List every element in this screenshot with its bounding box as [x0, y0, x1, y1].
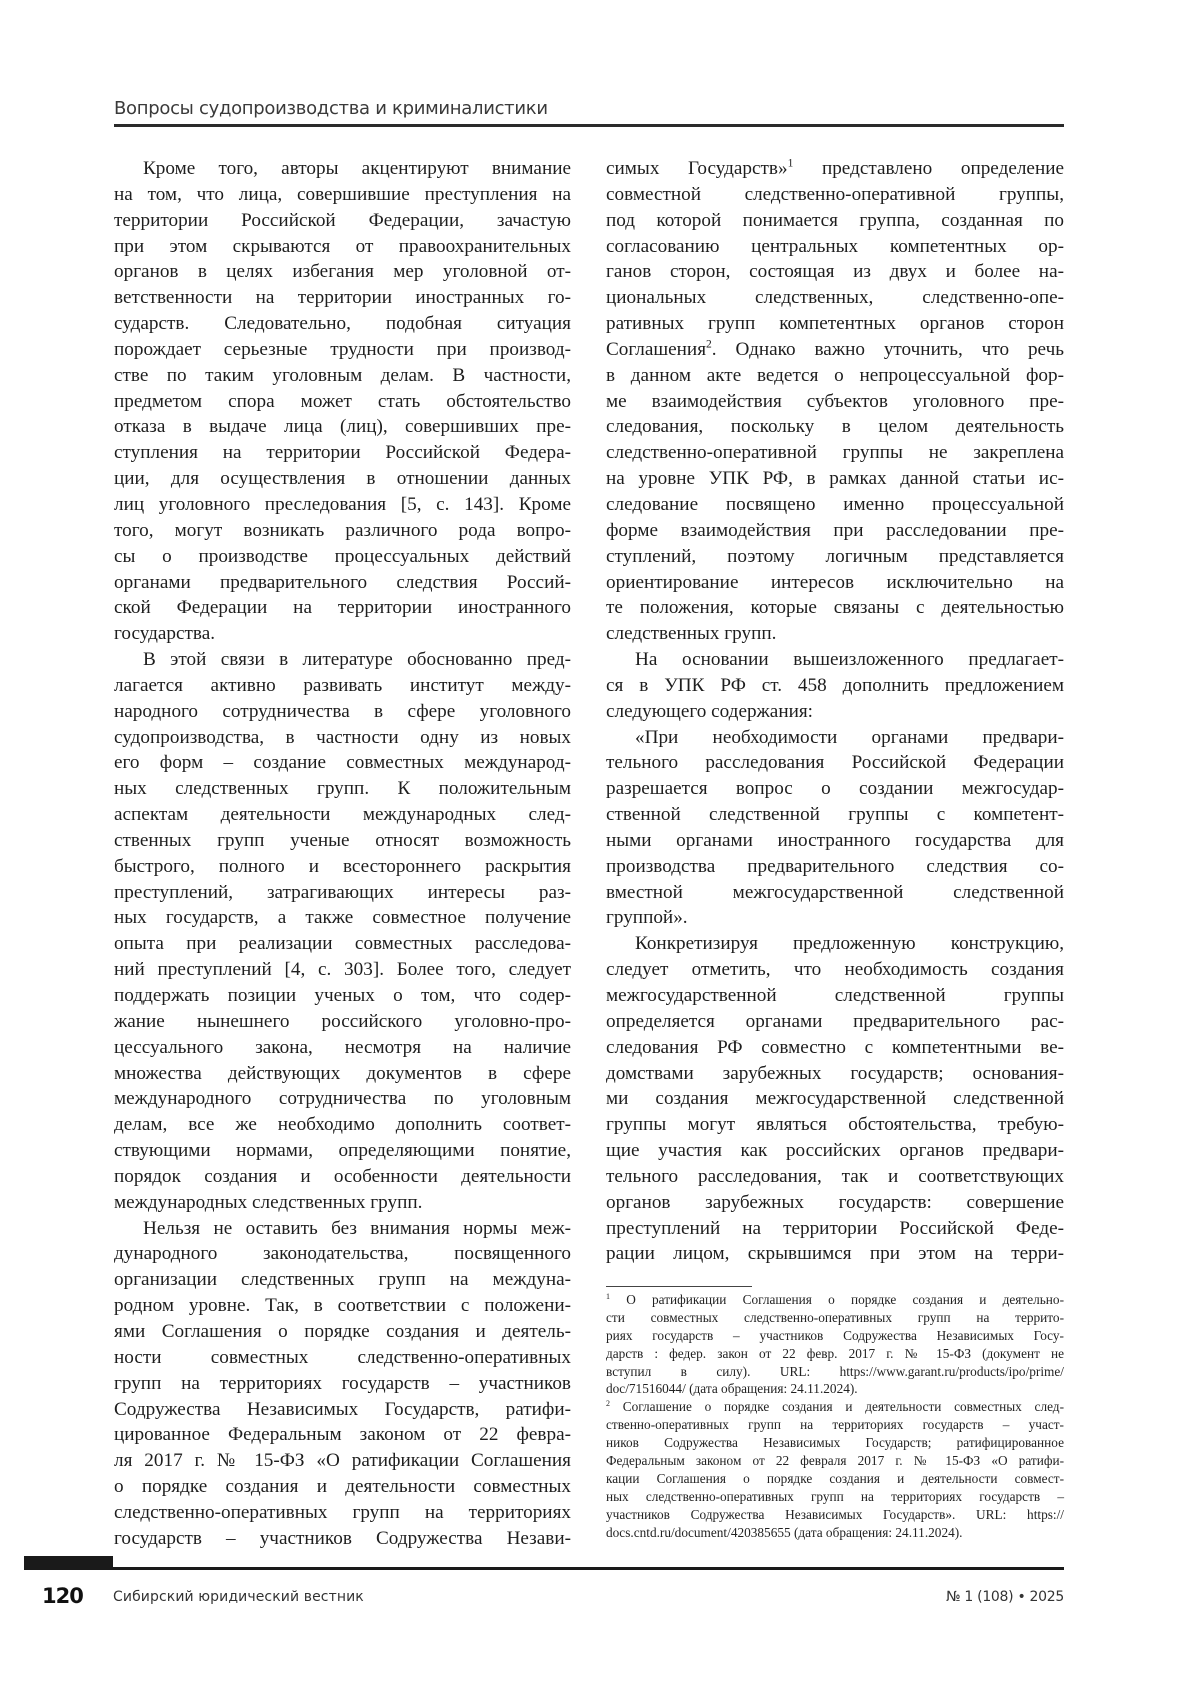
- text-line: [114, 311, 571, 337]
- line-text: Содружества Независимых Государств, ратифи-: [114, 1399, 571, 1420]
- line-text: следственных групп.: [606, 623, 776, 644]
- text-line: [606, 983, 1064, 1009]
- text-line: [606, 1470, 1064, 1488]
- text-line: [606, 440, 1064, 466]
- line-text: ных следственных групп. К положительным: [114, 778, 571, 799]
- line-text: следования РФ совместно с компетентными ве-: [606, 1037, 1064, 1058]
- text-line: [606, 595, 1064, 621]
- line-text: Кроме того, авторы акцентируют внимание: [143, 158, 571, 179]
- text-line: [114, 1190, 571, 1216]
- text-line: [606, 1291, 1064, 1309]
- text-line: [114, 1371, 571, 1397]
- text-line: [114, 931, 571, 957]
- line-text: ственных групп ученые относят возможность: [114, 830, 571, 851]
- line-text: отказа в выдаче лица (лиц), совершивших пре-: [114, 416, 571, 437]
- text-line: [606, 905, 1064, 931]
- line-text: рации лицом, скрывшимся при этом на терри-: [606, 1243, 1064, 1264]
- text-line: [114, 1112, 571, 1138]
- text-line: [606, 311, 1064, 337]
- text-line: [606, 182, 1064, 208]
- text-line: [114, 595, 571, 621]
- text-line: [114, 905, 571, 931]
- text-line: [114, 647, 571, 673]
- text-line: [114, 1216, 571, 1242]
- line-text: ской Федерации на территории иностранного: [114, 597, 571, 618]
- text-line: [606, 466, 1064, 492]
- text-line: [114, 389, 571, 415]
- line-text: Федеральным законом от 22 февраля 2017 г. № 15-ФЗ «О ратифи-: [606, 1453, 1064, 1468]
- line-text: Конкретизируя предложенную конструкцию,: [635, 933, 1064, 954]
- line-text: порядок создания и особенности деятельности: [114, 1166, 571, 1187]
- text-line: [606, 828, 1064, 854]
- line-text: ний преступлений [4, с. 303]. Более того, следует: [114, 959, 571, 980]
- line-text: те положения, которые связаны с деятельностью: [606, 597, 1064, 618]
- line-text: ями Соглашения о порядке создания и деятель-: [114, 1321, 571, 1342]
- text-line: [606, 414, 1064, 440]
- line-text: делам, все же необходимо дополнить соответ-: [114, 1114, 571, 1135]
- text-line: [114, 1448, 571, 1474]
- line-text: международного сотрудничества по уголовным: [114, 1088, 571, 1109]
- text-line: [114, 1293, 571, 1319]
- line-text: на уровне УПК РФ, в рамках данной статьи ис-: [606, 468, 1064, 489]
- text-line: [606, 1488, 1064, 1506]
- text-line: [114, 544, 571, 570]
- line-text: преступлений, затрагивающих интересы раз-: [114, 882, 571, 903]
- right-column: [606, 156, 1064, 1267]
- line-text: органами предварительного следствия Россий-: [114, 572, 571, 593]
- text-line: [606, 337, 1064, 363]
- text-line: [606, 1398, 1064, 1416]
- line-text: участников Содружества Независимых Государств». URL: https://: [606, 1507, 1064, 1522]
- line-text: предметом спора может стать обстоятельство: [114, 391, 571, 412]
- line-text: Соглашения: [606, 339, 706, 360]
- text-line: [606, 1452, 1064, 1470]
- line-text: множества действующих документов в сфере: [114, 1063, 571, 1084]
- text-line: [606, 363, 1064, 389]
- line-text: ме взаимодействия субъектов уголовного пре-: [606, 391, 1064, 412]
- text-line: [114, 337, 571, 363]
- text-line: [606, 1035, 1064, 1061]
- text-line: [114, 234, 571, 260]
- section-title: Вопросы судопроизводства и криминалистики: [114, 98, 548, 119]
- line-text: представлено определение: [793, 158, 1064, 179]
- line-text: быстрого, полного и всестороннего раскрытия: [114, 856, 571, 877]
- text-line: [606, 285, 1064, 311]
- line-text: согласованию центральных компетентных ор-: [606, 236, 1064, 257]
- line-text: щие участия как российских органов предвари-: [606, 1140, 1064, 1161]
- page-number: 120: [42, 1584, 83, 1608]
- text-line: [114, 285, 571, 311]
- line-text: цессуального закона, несмотря на наличие: [114, 1037, 571, 1058]
- line-text: ными органами иностранного государства для: [606, 830, 1064, 851]
- line-text: народного сотрудничества в сфере уголовного: [114, 701, 571, 722]
- text-line: [114, 750, 571, 776]
- line-text: ступления на территории Российской Федера-: [114, 442, 571, 463]
- text-line: [606, 1506, 1064, 1524]
- text-line: [606, 750, 1064, 776]
- line-text: О ратификации Соглашения о порядке создания и деятельно-: [610, 1292, 1064, 1307]
- text-line: [606, 1345, 1064, 1363]
- text-line: [114, 880, 571, 906]
- line-text: doc/71516044/ (дата обращения: 24.11.2024).: [606, 1381, 858, 1396]
- line-text: того, могут возникать различного рода вопро-: [114, 520, 571, 541]
- footnote-ref[interactable]: 1: [606, 1292, 610, 1301]
- text-line: [114, 1035, 571, 1061]
- text-line: [606, 259, 1064, 285]
- text-line: [606, 1164, 1064, 1190]
- footnotes: [606, 1291, 1064, 1541]
- issue-number: № 1 (108) • 2025: [946, 1589, 1064, 1605]
- line-text: . Однако важно уточнить, что речь: [712, 339, 1064, 360]
- text-line: [114, 802, 571, 828]
- line-text: сти совместных следственно-оперативных групп на террито-: [606, 1310, 1064, 1325]
- line-text: группы могут являться обстоятельства, требую-: [606, 1114, 1064, 1135]
- line-text: тельного расследования Российской Федерации: [606, 752, 1064, 773]
- line-text: ми создания межгосударственной следственной: [606, 1088, 1064, 1109]
- line-text: ственно-оперативных групп на территориях государств – участ-: [606, 1417, 1064, 1432]
- text-line: [114, 1422, 571, 1448]
- text-line: [606, 931, 1064, 957]
- line-text: лиц уголовного преследования [5, с. 143]. Кроме: [114, 494, 571, 515]
- text-line: [606, 518, 1064, 544]
- line-text: ствующими нормами, определяющими понятие,: [114, 1140, 571, 1161]
- line-text: территории Российской Федерации, зачастую: [114, 210, 571, 231]
- line-text: порождает серьезные трудности при производ-: [114, 339, 571, 360]
- text-line: [114, 414, 571, 440]
- text-line: [114, 440, 571, 466]
- text-line: [606, 208, 1064, 234]
- text-line: [114, 208, 571, 234]
- text-line: [114, 699, 571, 725]
- line-text: следственно-оперативных групп на территориях: [114, 1502, 571, 1523]
- line-text: сударств. Следовательно, подобная ситуация: [114, 313, 571, 334]
- line-text: docs.cntd.ru/document/420385655 (дата обращения: 24.11.2024).: [606, 1525, 963, 1540]
- line-text: ративных групп компетентных органов сторон: [606, 313, 1064, 334]
- line-text: сы о производстве процессуальных действий: [114, 546, 571, 567]
- line-text: на том, что лица, совершившие преступления на: [114, 184, 571, 205]
- text-line: [606, 802, 1064, 828]
- left-column: [114, 156, 571, 1552]
- line-text: под которой понимается группа, созданная по: [606, 210, 1064, 231]
- line-text: жание нынешнего российского уголовно-про-: [114, 1011, 571, 1032]
- footnote-ref[interactable]: 2: [606, 1399, 610, 1408]
- line-text: совместной следственно-оперативной группы,: [606, 184, 1064, 205]
- footnote-separator: [606, 1286, 752, 1287]
- line-text: ля 2017 г. № 15-ФЗ «О ратификации Соглашения: [114, 1450, 571, 1471]
- text-line: [606, 1380, 1064, 1398]
- line-text: следует отметить, что необходимость создания: [606, 959, 1064, 980]
- text-line: [114, 1061, 571, 1087]
- line-text: государства.: [114, 623, 215, 644]
- line-text: органов зарубежных государств: совершение: [606, 1192, 1064, 1213]
- text-line: [606, 1327, 1064, 1345]
- line-text: стве по таким уголовным делам. В частности,: [114, 365, 571, 386]
- line-text: поддержать позиции ученых о том, что содер-: [114, 985, 571, 1006]
- line-text: На основании вышеизложенного предлагает-: [635, 649, 1064, 670]
- line-text: лагается активно развивать институт между-: [114, 675, 571, 696]
- line-text: Нельзя не оставить без внимания нормы меж-: [143, 1218, 571, 1239]
- footer-rule: [24, 1567, 1064, 1570]
- line-text: ников Содружества Независимых Государств; ратифицированное: [606, 1435, 1064, 1450]
- line-text: группой».: [606, 907, 688, 928]
- line-text: при этом скрываются от правоохранительных: [114, 236, 571, 257]
- line-text: ветственности на территории иностранных го-: [114, 287, 571, 308]
- text-line: [114, 492, 571, 518]
- text-line: [606, 725, 1064, 751]
- line-text: групп на территориях государств – участников: [114, 1373, 571, 1394]
- line-text: опыта при реализации совместных расследова-: [114, 933, 571, 954]
- text-line: [606, 647, 1064, 673]
- line-text: ных государств, а также совместное получение: [114, 907, 571, 928]
- text-line: [606, 389, 1064, 415]
- text-line: [606, 570, 1064, 596]
- text-line: [114, 725, 571, 751]
- text-line: [606, 544, 1064, 570]
- line-text: производства предварительного следствия со-: [606, 856, 1064, 877]
- text-line: [114, 776, 571, 802]
- text-line: [606, 776, 1064, 802]
- text-line: [114, 621, 571, 647]
- line-text: организации следственных групп на междуна-: [114, 1269, 571, 1290]
- line-text: В этой связи в литературе обоснованно пред-: [143, 649, 571, 670]
- line-text: определяется органами предварительного рас-: [606, 1011, 1064, 1032]
- text-line: [114, 1474, 571, 1500]
- text-line: [114, 466, 571, 492]
- text-line: [114, 828, 571, 854]
- line-text: ственной следственной группы с компетент-: [606, 804, 1064, 825]
- text-line: [114, 1500, 571, 1526]
- text-line: [114, 854, 571, 880]
- line-text: «При необходимости органами предвари-: [635, 727, 1064, 748]
- line-text: следственно-оперативной группы не закреплена: [606, 442, 1064, 463]
- text-line: [606, 156, 1064, 182]
- text-line: [606, 1112, 1064, 1138]
- text-line: [114, 1319, 571, 1345]
- text-line: [114, 673, 571, 699]
- line-text: следующего содержания:: [606, 701, 813, 722]
- text-line: [606, 854, 1064, 880]
- text-line: [606, 880, 1064, 906]
- line-text: ных следственно-оперативных групп на территориях государств –: [606, 1489, 1064, 1504]
- line-text: межгосударственной следственной группы: [606, 985, 1064, 1006]
- text-line: [114, 1397, 571, 1423]
- text-line: [114, 259, 571, 285]
- text-line: [606, 673, 1064, 699]
- text-line: [606, 621, 1064, 647]
- text-line: [606, 957, 1064, 983]
- line-text: цированное Федеральным законом от 22 февра-: [114, 1424, 571, 1445]
- line-text: разрешается вопрос о создании межгосудар-: [606, 778, 1064, 799]
- line-text: аспектам деятельности международных след-: [114, 804, 571, 825]
- line-text: родном уровне. Так, в соответствии с положени-: [114, 1295, 571, 1316]
- line-text: ции, для осуществления в отношении данных: [114, 468, 571, 489]
- text-line: [606, 1363, 1064, 1381]
- text-line: [606, 1241, 1064, 1267]
- text-line: [114, 983, 571, 1009]
- line-text: дународного законодательства, посвященного: [114, 1243, 571, 1264]
- footnote-ref[interactable]: 1: [788, 158, 794, 170]
- text-line: [606, 1086, 1064, 1112]
- text-line: [114, 1267, 571, 1293]
- line-text: симых Государств»: [606, 158, 788, 179]
- line-text: органов в целях избегания мер уголовной от-: [114, 261, 571, 282]
- text-line: [606, 1138, 1064, 1164]
- text-line: [606, 1009, 1064, 1035]
- text-line: [114, 1345, 571, 1371]
- header-rule: [114, 124, 1064, 127]
- line-text: следование посвящено именно процессуальной: [606, 494, 1064, 515]
- line-text: ориентирование интересов исключительно на: [606, 572, 1064, 593]
- text-line: [606, 1216, 1064, 1242]
- text-line: [114, 1241, 571, 1267]
- text-line: [114, 570, 571, 596]
- text-line: [606, 492, 1064, 518]
- line-text: государств – участников Содружества Незави-: [114, 1528, 571, 1549]
- line-text: ся в УПК РФ ст. 458 дополнить предложением: [606, 675, 1064, 696]
- text-line: [114, 1009, 571, 1035]
- line-text: домствами зарубежных государств; основания-: [606, 1063, 1064, 1084]
- text-line: [114, 156, 571, 182]
- text-line: [114, 1086, 571, 1112]
- line-text: международных следственных групп.: [114, 1192, 422, 1213]
- text-line: [606, 1524, 1064, 1542]
- text-line: [114, 1526, 571, 1552]
- text-line: [114, 957, 571, 983]
- line-text: вступил в силу). URL: https://www.garant.ru/products/ipo/prime/: [606, 1364, 1064, 1379]
- text-line: [114, 1138, 571, 1164]
- text-line: [606, 1416, 1064, 1434]
- line-text: ности совместных следственно-оперативных: [114, 1347, 571, 1368]
- line-text: ступлений, поэтому логичным представляется: [606, 546, 1064, 567]
- line-text: форме взаимодействия при расследовании пре-: [606, 520, 1064, 541]
- line-text: циональных следственных, следственно-опе-: [606, 287, 1064, 308]
- text-line: [606, 1061, 1064, 1087]
- text-line: [114, 182, 571, 208]
- line-text: его форм – создание совместных международ-: [114, 752, 571, 773]
- line-text: судопроизводства, в частности одну из новых: [114, 727, 571, 748]
- text-line: [606, 699, 1064, 725]
- line-text: вместной межгосударственной следственной: [606, 882, 1064, 903]
- text-line: [114, 518, 571, 544]
- text-line: [606, 1190, 1064, 1216]
- footnote-ref[interactable]: 2: [706, 338, 712, 350]
- line-text: о порядке создания и деятельности совместных: [114, 1476, 571, 1497]
- text-line: [114, 363, 571, 389]
- line-text: кации Соглашения о порядке создания и деятельности совмест-: [606, 1471, 1064, 1486]
- line-text: тельного расследования, так и соответствующих: [606, 1166, 1064, 1187]
- line-text: риях государств – участников Содружества Независимых Госу-: [606, 1328, 1064, 1343]
- text-line: [606, 1309, 1064, 1327]
- text-line: [606, 234, 1064, 260]
- text-line: [114, 1164, 571, 1190]
- text-line: [606, 1434, 1064, 1452]
- line-text: ганов сторон, состоящая из двух и более на-: [606, 261, 1064, 282]
- line-text: Соглашение о порядке создания и деятельности совместных след-: [610, 1399, 1064, 1414]
- line-text: следования, поскольку в целом деятельность: [606, 416, 1064, 437]
- line-text: в данном акте ведется о непроцессуальной фор-: [606, 365, 1064, 386]
- line-text: преступлений на территории Российской Феде-: [606, 1218, 1064, 1239]
- journal-name: Сибирский юридический вестник: [113, 1589, 364, 1605]
- line-text: дарств : федер. закон от 22 февр. 2017 г. № 15-ФЗ (документ не: [606, 1346, 1064, 1361]
